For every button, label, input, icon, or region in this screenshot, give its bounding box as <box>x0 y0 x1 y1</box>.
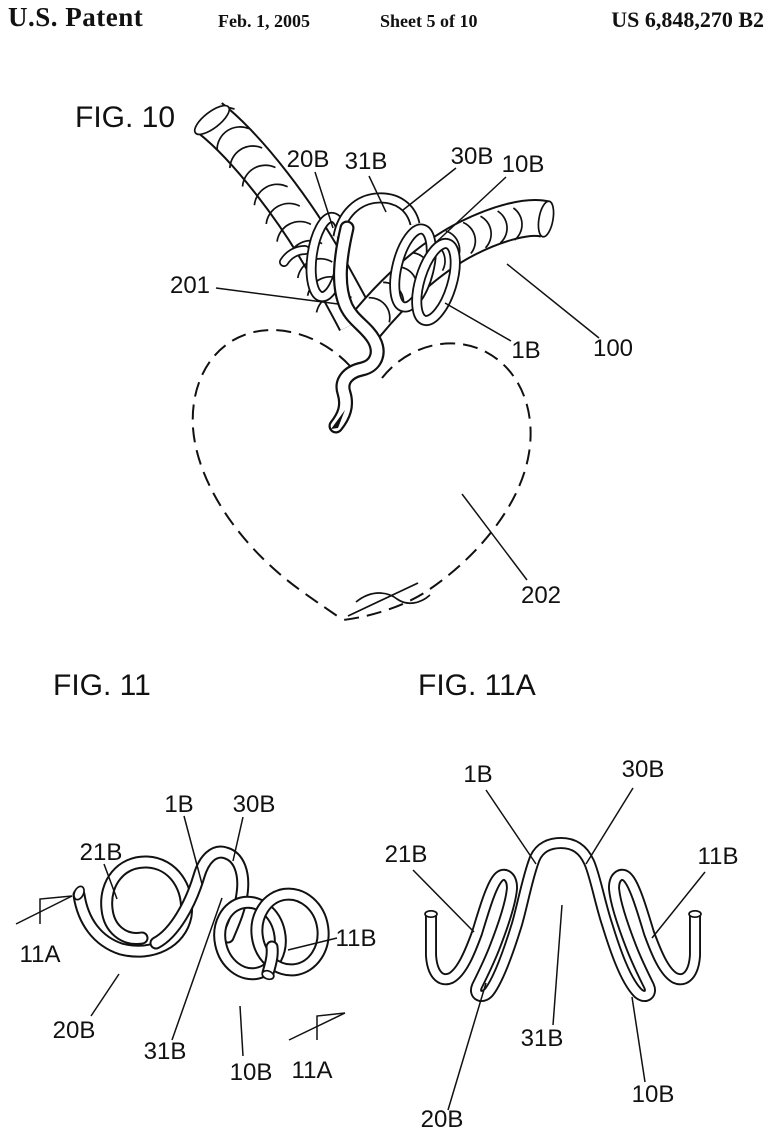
fig11-label-11A-right: 11A <box>291 1057 333 1084</box>
heart-right-lobe <box>343 343 531 620</box>
fig11-group <box>16 669 376 1086</box>
fig10-group <box>75 101 633 620</box>
fig10-label-31B: 31B <box>344 148 388 175</box>
fig11-label-11B: 11B <box>335 925 377 952</box>
fig11a-label-1B: 1B <box>463 761 493 788</box>
wire-clip-front-view <box>425 843 701 996</box>
fig10-label-30B: 30B <box>450 143 494 170</box>
fig10-label-202: 202 <box>520 582 562 609</box>
wire-front-outline <box>431 843 695 996</box>
wire-front-fill <box>431 843 695 996</box>
header-sheet-number: Sheet 5 of 10 <box>380 11 478 31</box>
fig11-label-10B: 10B <box>229 1059 273 1086</box>
heart-left-lobe <box>193 330 350 620</box>
fig11-label-21B: 21B <box>79 839 123 866</box>
fig10-label-20B: 20B <box>286 146 330 173</box>
fig11a-label-31B: 31B <box>520 1025 564 1052</box>
fig11-label-20B: 20B <box>52 1017 96 1044</box>
fig11a-label-10B: 10B <box>631 1081 675 1108</box>
fig11-label-1B: 1B <box>164 791 194 818</box>
fig11a-label-20B: 20B <box>420 1106 464 1133</box>
wire-front-end-cap-left <box>425 911 437 917</box>
header-patent-number: US 6,848,270 B2 <box>611 7 764 32</box>
fig10-label-1B: 1B <box>511 337 541 364</box>
fig11-label-31B: 31B <box>143 1038 187 1065</box>
fig10-label-100: 100 <box>592 335 634 362</box>
fig11a-title: FIG. 11A <box>418 669 536 702</box>
header-patent-title: U.S. Patent <box>8 2 144 32</box>
fig11a-group <box>385 669 739 1133</box>
fig10-label-10B: 10B <box>501 151 545 178</box>
fig11-label-30B: 30B <box>232 791 276 818</box>
section-arrow-right <box>289 1013 345 1040</box>
fig10-label-201: 201 <box>169 272 211 299</box>
wire-front-end-cap-right <box>689 911 701 917</box>
fig10-title: FIG. 10 <box>75 101 176 134</box>
wire-end-stub-fill <box>268 947 272 973</box>
fig11a-label-21B: 21B <box>384 841 428 868</box>
fig11a-label-30B: 30B <box>621 756 665 783</box>
header-date: Feb. 1, 2005 <box>218 11 310 31</box>
fig11a-label-11B: 11B <box>697 843 739 870</box>
section-arrow-left <box>16 896 72 924</box>
fig11-title: FIG. 11 <box>53 669 151 702</box>
fig11-label-11A-left: 11A <box>19 941 61 968</box>
